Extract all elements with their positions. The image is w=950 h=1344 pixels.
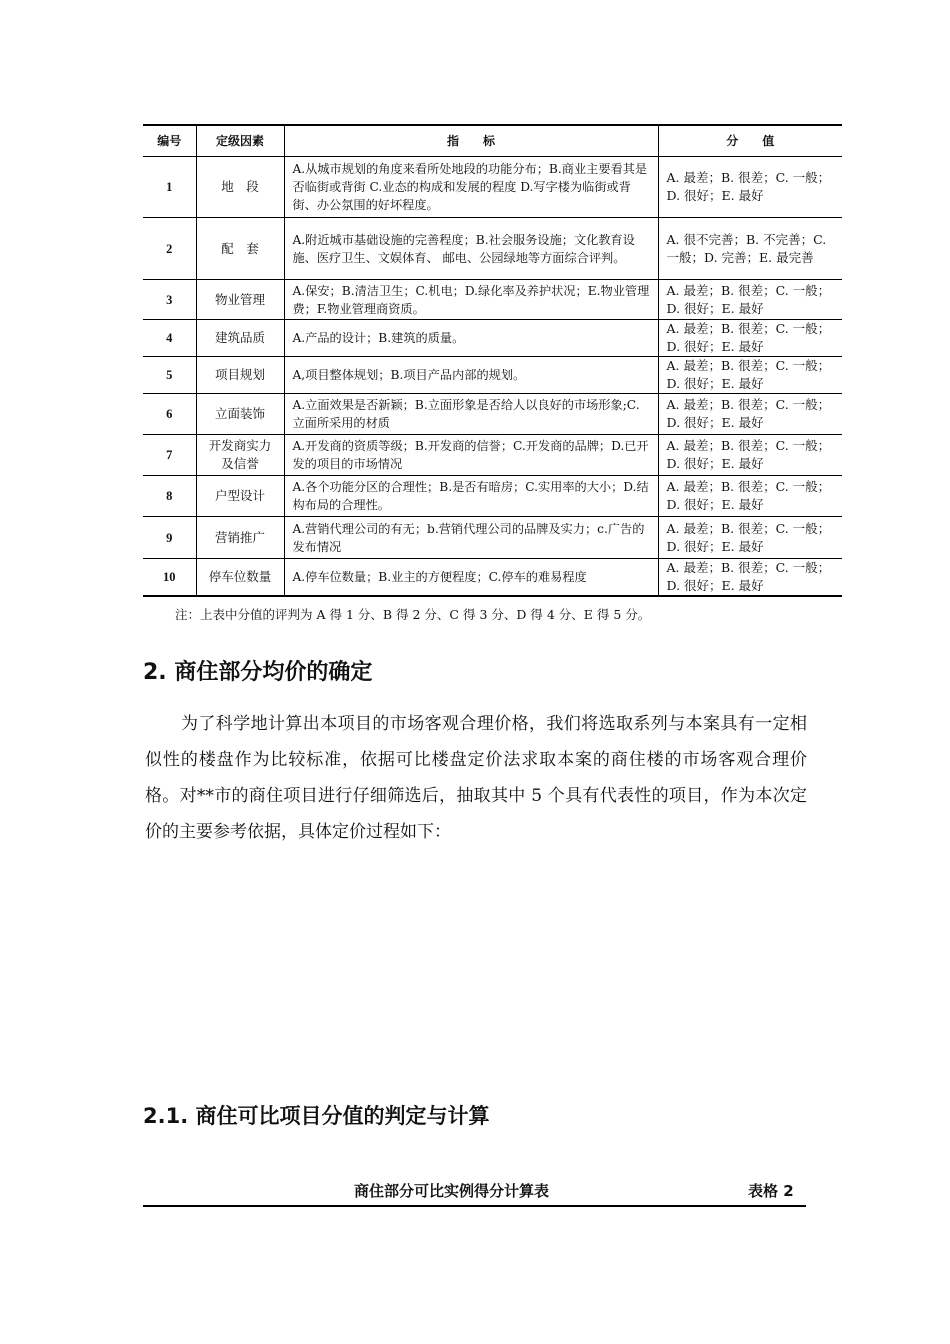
row-score: A. 最差；B. 很差；C. 一般；D. 很好；E. 最好 (658, 559, 842, 597)
row-score: A. 最差；B. 很差；C. 一般；D. 很好；E. 最好 (658, 476, 842, 517)
row-score: A. 最差；B. 很差；C. 一般；D. 很好；E. 最好 (658, 394, 842, 435)
header-factor: 定级因素 (196, 125, 284, 157)
row-score: A. 最差；B. 很差；C. 一般；D. 很好；E. 最好 (658, 517, 842, 559)
row-factor: 户型设计 (196, 476, 284, 517)
table-row (143, 559, 842, 597)
row-score: A. 很不完善；B. 不完善；C. 一般；D. 完善；E. 最完善 (658, 218, 842, 280)
row-factor: 立面装饰 (196, 394, 284, 435)
table-row (143, 357, 842, 394)
row-factor: 营销推广 (196, 517, 284, 559)
table-row (143, 435, 842, 476)
table-row (143, 280, 842, 320)
row-number: 3 (143, 280, 196, 320)
row-number: 10 (143, 559, 196, 597)
header-indicator: 指 标 (284, 125, 658, 157)
header-number: 编号 (143, 125, 196, 157)
table2-label: 表格 2 (748, 1182, 794, 1200)
row-factor: 项目规划 (196, 357, 284, 394)
table-row (143, 218, 842, 280)
row-indicator: A.保安；B.清洁卫生；C.机电；D.绿化率及养护状况；E.物业管理费；F.物业管理商资质。 (284, 280, 658, 320)
criteria-table (143, 124, 842, 597)
row-indicator: A.各个功能分区的合理性；B.是否有暗房；C.实用率的大小；D.结构布局的合理性。 (284, 476, 658, 517)
table-row (143, 517, 842, 559)
table-note: 注：上表中分值的评判为 A 得 1 分、B 得 2 分、C 得 3 分、D 得 4 分、E 得 5 分。 (175, 607, 651, 622)
row-indicator: A.立面效果是否新颖；B.立面形象是否给人以良好的市场形象;C.立面所采用的材质 (284, 394, 658, 435)
row-indicator: A.停车位数量；B.业主的方便程度；C.停车的难易程度 (284, 559, 658, 597)
row-factor: 开发商实力及信誉 (196, 435, 284, 476)
row-number: 7 (143, 435, 196, 476)
table-row (143, 157, 842, 218)
section-heading-2: 2. 商住部分均价的确定 (143, 660, 373, 685)
row-score: A. 最差；B. 很差；C. 一般；D. 很好；E. 最好 (658, 157, 842, 218)
row-indicator: A,项目整体规划；B.项目产品内部的规划。 (284, 357, 658, 394)
table-row (143, 394, 842, 435)
table2-top-rule (143, 1205, 806, 1207)
row-indicator: A.从城市规划的角度来看所处地段的功能分布；B.商业主要看其是否临街或背街 C.业态的构成和发展的程度 D.写字楼为临街或背街、办公氛围的好坏程度。 (284, 157, 658, 218)
row-number: 2 (143, 218, 196, 280)
row-score: A. 最差；B. 很差；C. 一般；D. 很好；E. 最好 (658, 435, 842, 476)
row-number: 9 (143, 517, 196, 559)
header-score: 分 值 (658, 125, 842, 157)
table-row (143, 320, 842, 357)
row-number: 4 (143, 320, 196, 357)
row-indicator: A.开发商的资质等级；B.开发商的信誉；C.开发商的品牌；D.已开发的项目的市场情况 (284, 435, 658, 476)
row-number: 6 (143, 394, 196, 435)
row-score: A. 最差；B. 很差；C. 一般；D. 很好；E. 最好 (658, 320, 842, 357)
row-number: 1 (143, 157, 196, 218)
row-number: 5 (143, 357, 196, 394)
row-factor: 配 套 (196, 218, 284, 280)
row-score: A. 最差；B. 很差；C. 一般；D. 很好；E. 最好 (658, 357, 842, 394)
row-number: 8 (143, 476, 196, 517)
row-factor: 地 段 (196, 157, 284, 218)
row-indicator: A.附近城市基础设施的完善程度；B.社会服务设施；文化教育设施、医疗卫生、文娱体育、 邮电、公园绿地等方面综合评判。 (284, 218, 658, 280)
row-factor: 停车位数量 (196, 559, 284, 597)
row-indicator: A.营销代理公司的有无；b.营销代理公司的品牌及实力；c.广告的发布情况 (284, 517, 658, 559)
row-factor: 物业管理 (196, 280, 284, 320)
row-indicator: A.产品的设计；B.建筑的质量。 (284, 320, 658, 357)
criteria-table-header (143, 125, 842, 157)
table2-caption: 商住部分可比实例得分计算表 (354, 1182, 550, 1200)
paragraph-text: 为了科学地计算出本项目的市场客观合理价格，我们将选取系列与本案具有一定相似性的楼盘作为比较标准，依据可比楼盘定价法求取本案的商住楼的市场客观合理价格。对**市的商住项目进行仔细筛选后，抽取其中 5 个具有代表性的项目，作为本次定价的主要参考依据，具体定价过程如下： (145, 714, 807, 842)
row-score: A. 最差；B. 很差；C. 一般；D. 很好；E. 最好 (658, 280, 842, 320)
section-paragraph (145, 706, 807, 850)
row-factor: 建筑品质 (196, 320, 284, 357)
table-row (143, 476, 842, 517)
section-heading-2-1: 2.1. 商住可比项目分值的判定与计算 (143, 1104, 490, 1128)
